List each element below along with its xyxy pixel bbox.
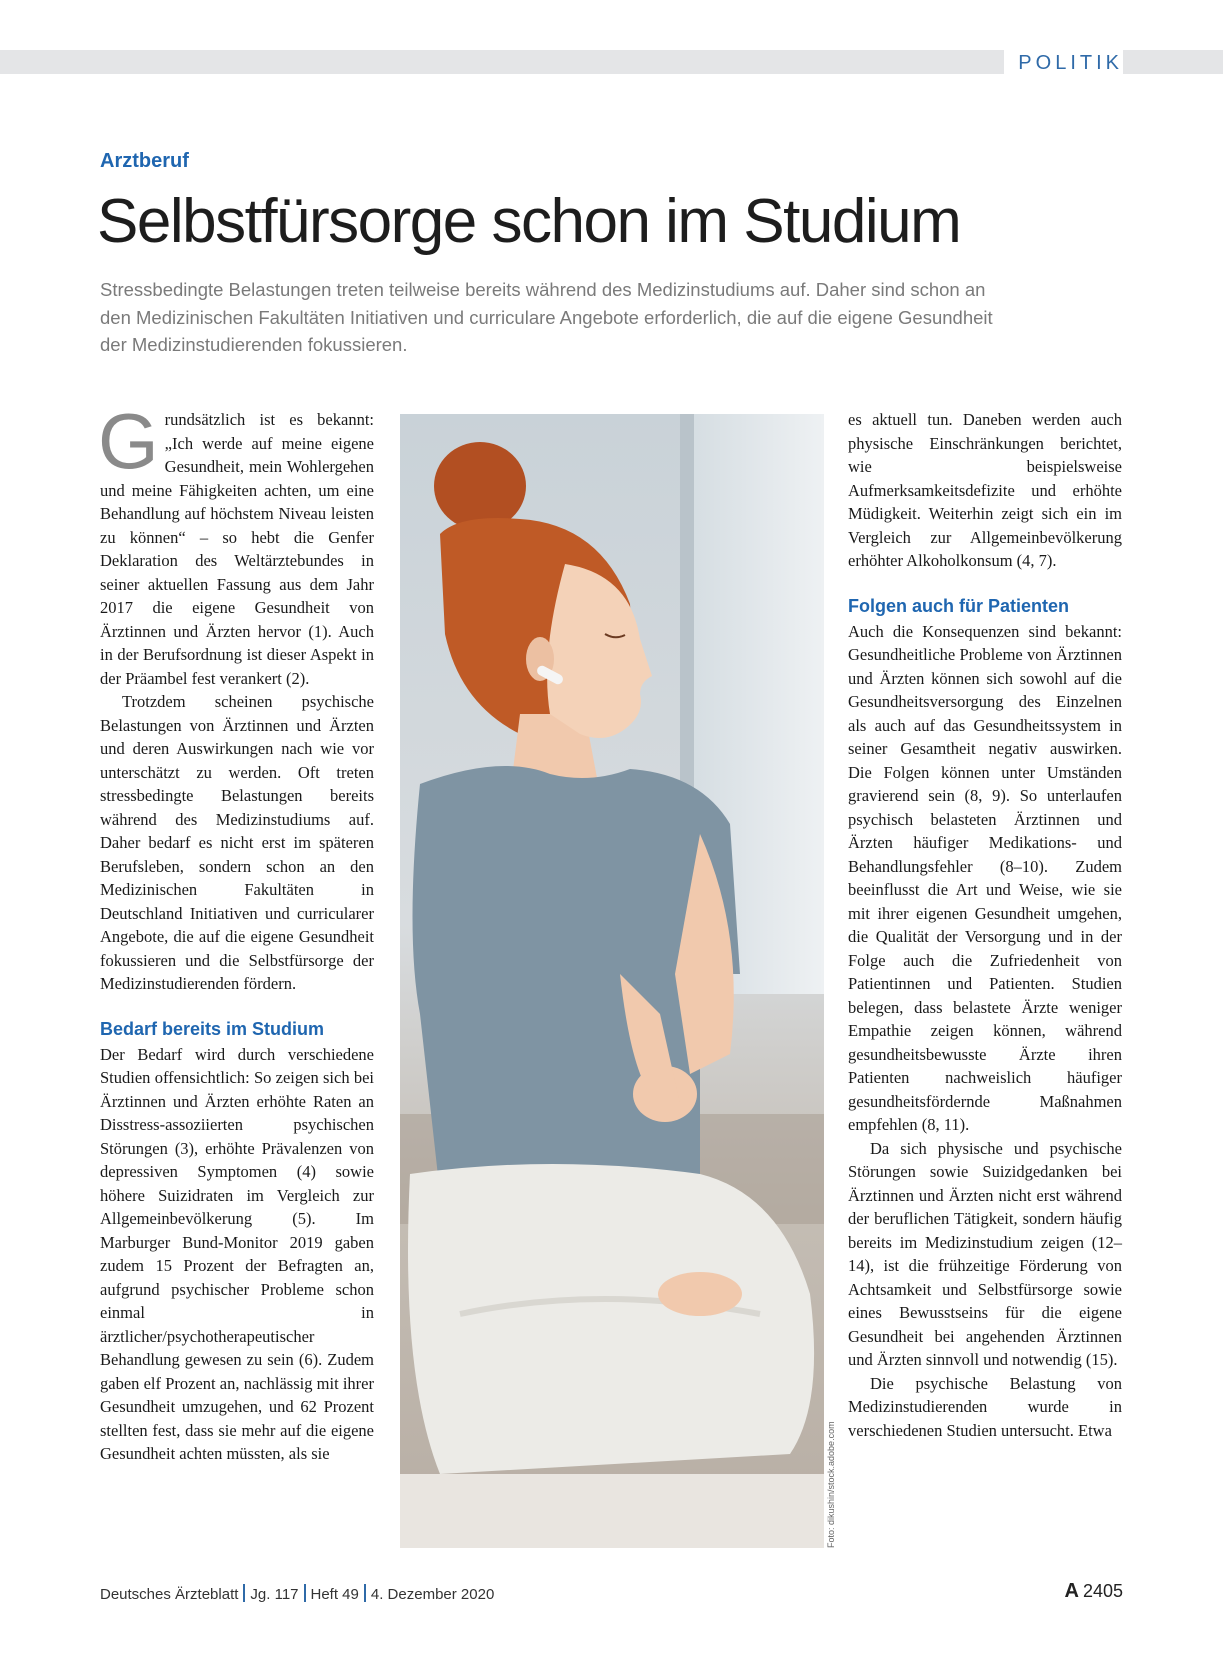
paragraph-folgen: Auch die Konsequenzen sind bekannt: Gesundheitliche Probleme von Ärztinnen und Ärzten können sich sowohl auf die Gesundheitsversorgung des Einzelnen als auch auf das Gesundheitssystem in seiner Gesamtheit negativ auswirken. Die Folgen können unter Umständen gravierend sein (8, 9). So unterlaufen psychisch belasteten Ärztinnen und Ärzten häufiger Medikations- und Behandlungsfehler (8–10). Zudem beeinflusst die Art und Weise, wie sie mit ihrer eigenen Gesundheit umgehen, die Qualität der Versorgung und in der Folge auch die Zufriedenheit von Patientinnen und Patienten. Studien belegen, dass belastete Ärzte weniger Empathie zeigen können, während gesundheitsbewusste Ärzte ihren Patienten nachweislich häufiger gesundheitsfördernde Maßnahmen empfehlen (8, 11). <box>848 621 1122 1134</box>
footer-journal: Deutsches Ärzteblatt <box>100 1586 239 1603</box>
drop-cap: G <box>98 397 159 485</box>
paragraph-studien: Die psychische Belastung von Medizinstudierenden wurde in verschiedenen Studien untersucht. Etwa <box>848 1373 1122 1440</box>
paragraph-bedarf: Der Bedarf wird durch verschiedene Studien offensichtlich: So zeigen sich bei Ärztinnen und Ärzten erhöhte Raten an Disstress-assoziierten psychischen Störungen (3), erhöhte Prävalenzen von depressiven Symptomen (4) sowie höhere Suizidraten im Vergleich zur Allgemeinbevölkerung (5). Im Marburger Bund-Monitor 2019 gaben zudem 15 Prozent der Befragten an, aufgrund psychischer Probleme schon einmal in ärztlicher/psychotherapeutischer Behandlung gewesen zu sein (6). Zudem gaben elf Prozent an, nachlässig mit ihrer Gesundheit umzugehen, und 62 Prozent stellten fest, dass sie mehr auf die eigene Gesundheit achten müssten, als sie <box>100 1044 374 1463</box>
footer-separator <box>304 1584 306 1602</box>
paragraph-intro-text: rundsätzlich ist es bekannt: „Ich werde auf meine eigene Gesundheit, mein Wohlergehen und meine Fähigkeiten achten, um eine Behandlung auf höchstem Niveau leisten zu können“ – so hebt die Genfer Deklaration des Weltärztebundes in seiner aktuellen Fassung aus dem Jahr 2017 die eigene Gesundheit von Ärztinnen und Ärzten hervor (1). Auch in der Berufsordnung ist dieser Aspekt in der Präambel fest verankert (2). <box>100 410 374 688</box>
article-kicker: Arztberuf <box>100 150 189 172</box>
footer-citation <box>100 1584 494 1603</box>
footer-date: 4. Dezember 2020 <box>370 1586 495 1603</box>
footer-issue: Heft 49 <box>310 1586 359 1603</box>
footer-volume: Jg. 117 <box>250 1586 299 1603</box>
subheading-folgen: Folgen auch für Patienten <box>848 595 1070 616</box>
page-number <box>1065 1580 1124 1603</box>
article-title: Selbstfürsorge schon im Studium <box>97 187 961 256</box>
photo-credit: Foto: dikushin/stock.adobe.com <box>826 1421 836 1548</box>
text-column-left <box>98 397 374 1466</box>
page-prefix: A <box>1064 1580 1079 1602</box>
page-number-value: 2405 <box>1082 1581 1123 1601</box>
footer-separator <box>364 1584 366 1602</box>
paragraph-intro <box>98 397 374 690</box>
text-column-right <box>848 408 1122 1442</box>
article-lead: Stressbedingte Belastungen treten teilweise bereits während des Medizinstudiums auf. Daher sind schon an den Medizinischen Fakultäten Initiativen und curriculare Angebote erforderlich, die auf die eigene Gesundheit der Medizinstudierenden fokussieren. <box>100 279 993 355</box>
paragraph-belastungen: Trotzdem scheinen psychische Belastungen von Ärztinnen und Ärzten und deren Auswirkungen nach wie vor unterschätzt zu werden. Oft treten stressbedingte Belastungen bereits während des Medizinstudiums auf. Daher bedarf es nicht erst im späteren Berufsleben, sondern schon an den Medizinischen Fakultäten in Deutschland Initiativen und curricularer Angebote, die auf die eigene Gesundheit fokussieren und die Selbstfürsorge der Medizinstudierenden fördern. <box>100 692 374 993</box>
paragraph-continued: es aktuell tun. Daneben werden auch physische Einschränkungen berichtet, wie beispielsweise Aufmerksamkeitsdefizite und erhöhte Müdigkeit. Weiterhin zeigt sich ein im Vergleich zur Allgemeinbevölkerung erhöhter Alkoholkonsum (4, 7). <box>848 410 1122 570</box>
subheading-bedarf: Bedarf bereits im Studium <box>100 1018 325 1039</box>
footer-separator <box>243 1584 245 1602</box>
paragraph-stoerungen: Da sich physische und psychische Störungen sowie Suizidgedanken bei Ärztinnen und Ärzten nicht erst während der beruflichen Tätigkeit, sondern häufig bereits im Medizinstudium zeigen (12–14), ist die frühzeitige Förderung von Achtsamkeit und Selbstfürsorge sowie eines Bewusstseins für die eigene Gesundheit bei angehenden Ärztinnen und Ärzten sinnvoll und notwendig (15). <box>848 1138 1122 1369</box>
article-photo <box>400 414 824 1548</box>
section-label: POLITIK <box>1004 50 1123 74</box>
